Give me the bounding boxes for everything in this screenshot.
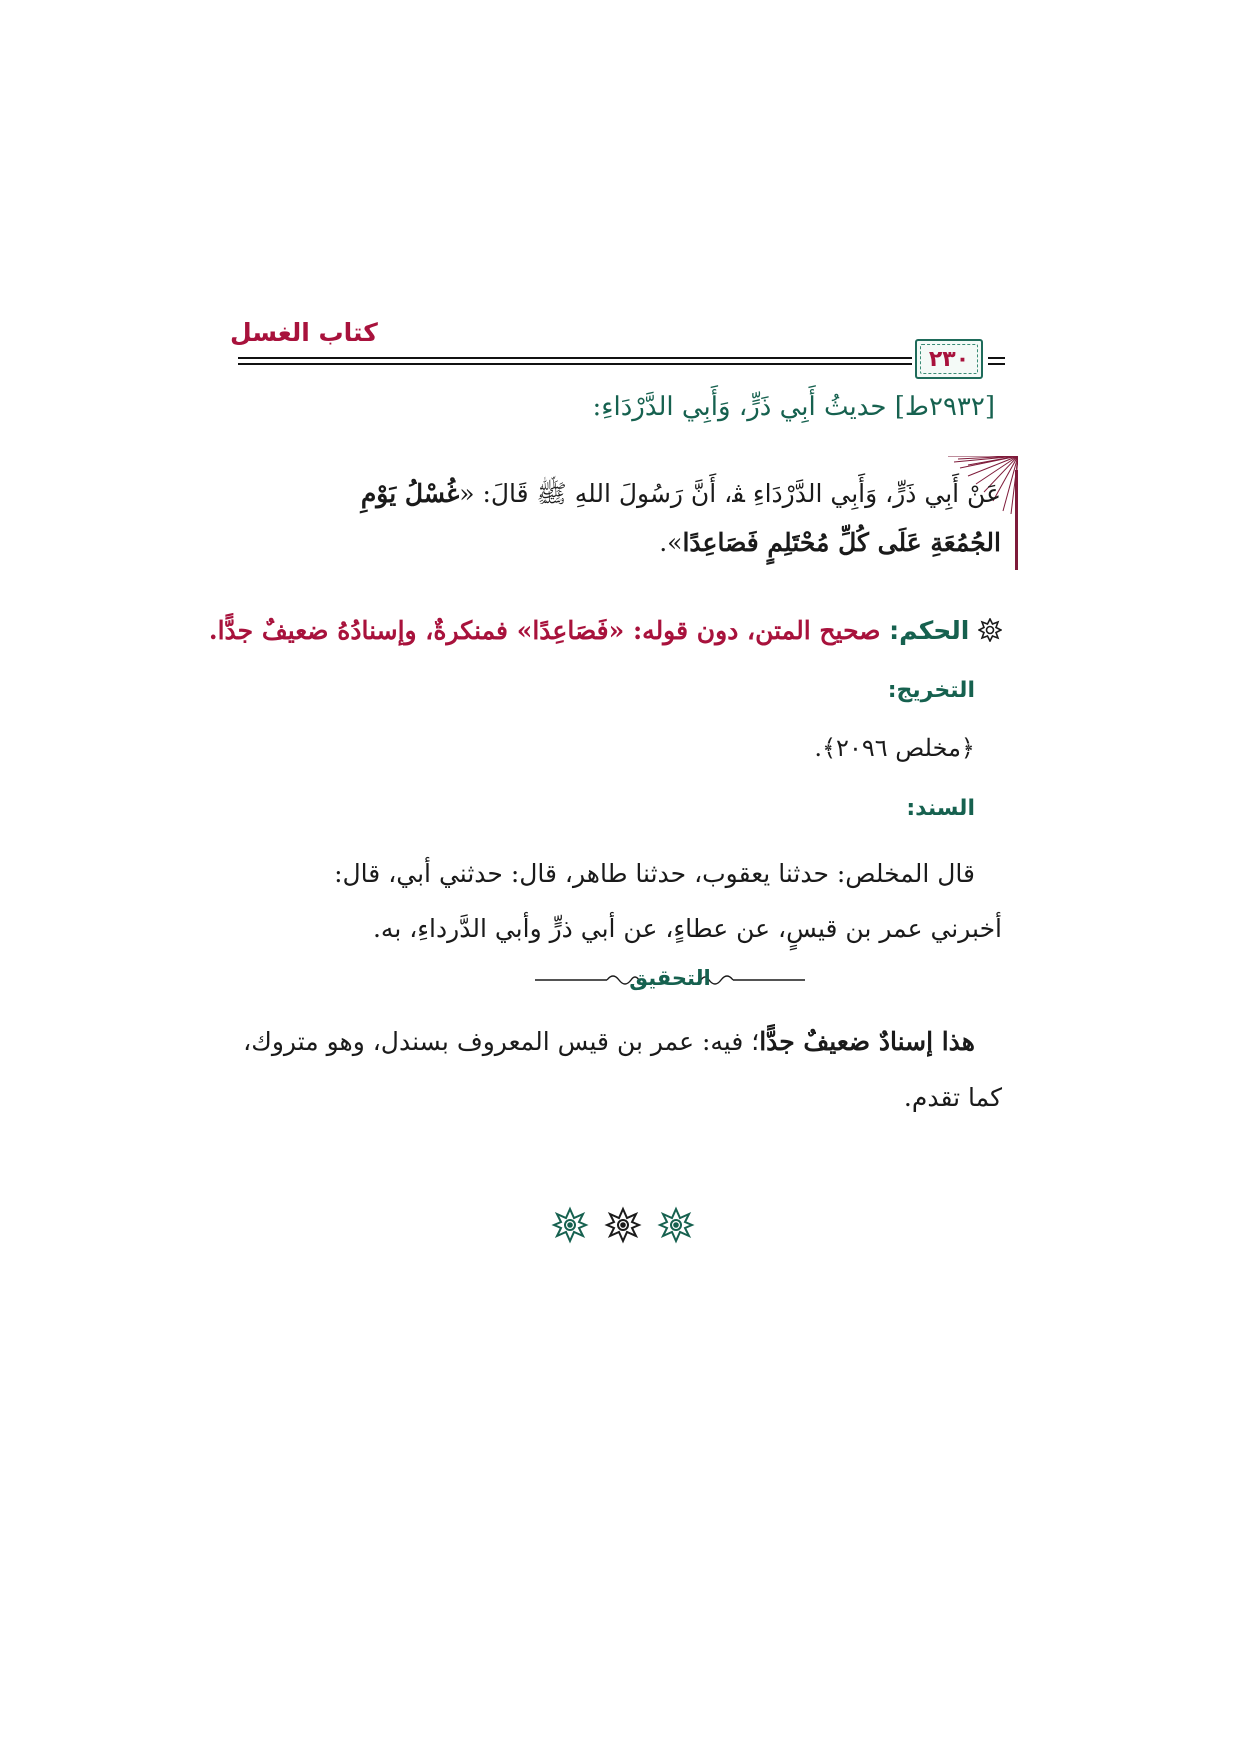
closing-ornaments <box>548 1205 698 1245</box>
hadith-line-1 <box>361 478 1001 515</box>
header-rule-right-top <box>988 357 1005 359</box>
sanad-line-2: أخبرني عمر بن قيسٍ، عن عطاءٍ، عن أبي ذرٍّ وأبي الدَّرداءِ، به. <box>372 914 1002 943</box>
page-number: ٢٣٠ <box>928 347 970 372</box>
tahqiq-reason: ؛ فيه: عمر بن قيس المعروف بسندل، وهو متروك، <box>243 1027 760 1056</box>
ruling-quoted-word: «فَصَاعِدًا» <box>516 616 625 645</box>
ruling-label: الحكم: <box>889 616 970 645</box>
hadith-title: حديثُ أَبِي ذَرٍّ، وَأَبِي الدَّرْدَاءِ: <box>592 392 887 422</box>
hadith-number: [٢٩٣٢ط] <box>894 392 995 422</box>
hadith-text-1: عَنْ أَبِي ذَرٍّ، وَأَبِي الدَّرْدَاءِ ﭭ، أَنَّ رَسُولَ اللهِ ﷺ قَالَ: « <box>459 479 1001 508</box>
takhrij-label: التخريج: <box>887 678 975 703</box>
page-number-frame <box>915 339 983 379</box>
hadith-quote-2: الجُمُعَةِ عَلَى كُلِّ مُحْتَلِمٍ فَصَاعِدًا <box>682 528 1001 557</box>
tahqiq-verdict: هذا إسنادٌ ضعيفٌ جدًّا <box>759 1027 975 1056</box>
takhrij-text: ﴿مخلص ٢٠٩٦﴾. <box>814 734 975 762</box>
hadith-quote-1: غُسْلُ يَوْمِ <box>360 479 460 508</box>
rosette-icon <box>978 618 1002 642</box>
hadith-quote-end: ». <box>659 528 683 557</box>
hadith-line-2 <box>659 528 1001 557</box>
book-title: كتاب الغسل <box>230 318 378 347</box>
tahqiq-line-2: كما تقدم. <box>903 1083 1002 1112</box>
hadith-box <box>238 470 1018 570</box>
header-rule-top <box>238 357 912 359</box>
sanad-label: السند: <box>906 796 975 821</box>
ruling-line <box>209 616 1002 645</box>
rosette-icon <box>548 1205 698 1245</box>
ruling-verdict: فمنكرةٌ، وإسنادُهُ ضعيفٌ جدًّا. <box>208 616 509 645</box>
header-rule-right-bottom <box>988 363 1005 365</box>
sanad-line-1: قال المخلص: حدثنا يعقوب، حدثنا طاهر، قال: حدثني أبي، قال: <box>334 859 975 888</box>
tahqiq-divider <box>535 960 805 1000</box>
header-rule-bottom <box>238 363 912 365</box>
tahqiq-line-1 <box>243 1027 975 1056</box>
ruling-text: صحيح المتن، دون قوله: <box>632 616 881 645</box>
hadith-heading <box>592 392 995 422</box>
tahqiq-title: التحقيق <box>629 966 711 990</box>
